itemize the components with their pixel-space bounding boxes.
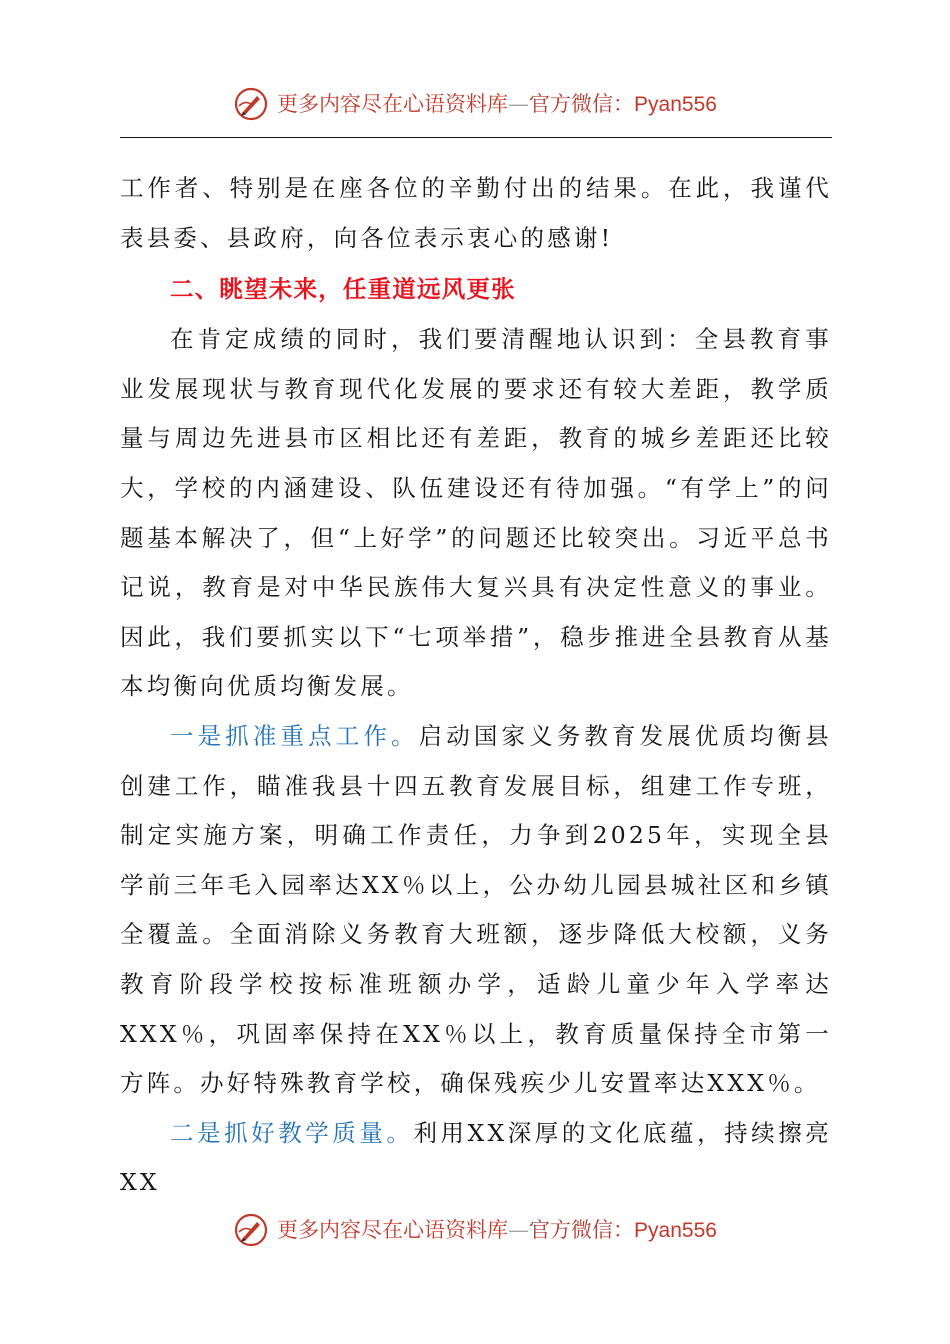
footer-brand: 更多内容尽在心语资料库 — [277, 1217, 509, 1242]
footer-wechat-id: Pyan556 — [634, 1218, 717, 1242]
measure-1-text: 启动国家义务教育发展优质均衡县创建工作，瞄准我县十四五教育发展目标，组建工作专班，制定实施方案，明确工作责任，力争到2025年，实现全县学前三年毛入园率达XX％以上，公办幼儿园县城社区和乡镇全覆盖。全面消除义务教育大班额，逐步降低大校额，义务教育阶段学校按标准班额办学，适龄儿童少年入学率达XXX％，巩固率保持在XX％以上，教育质量保持全市第一方阵。办好特殊教育学校，确保残疾少儿安置率达XXX％。 — [120, 721, 832, 1098]
document-body — [120, 164, 832, 1208]
footer-wechat-label: 官方微信： — [529, 1217, 635, 1242]
pen-logo-icon — [233, 1212, 269, 1248]
footer-separator: — — [508, 1217, 530, 1242]
paragraph-measure-1 — [120, 712, 832, 1109]
paragraph-measure-2 — [120, 1109, 832, 1208]
paragraph-challenges: 在肯定成绩的同时，我们要清醒地认识到：全县教育事业发展现状与教育现代化发展的要求还有较大差距，教学质量与周边先进县市区相比还有差距，教育的城乡差距还比较大，学校的内涵建设、队伍建设还有待加强。“有学上”的问题基本解决了，但“上好学”的问题还比较突出。习近平总书记说，教育是对中华民族伟大复兴具有决定性意义的事业。因此，我们要抓实以下“七项举措”，稳步推进全县教育从基本均衡向优质均衡发展。 — [120, 325, 832, 701]
measure-2-lead: 二是抓好教学质量。 — [170, 1118, 414, 1147]
header-brand: 更多内容尽在心语资料库 — [277, 91, 509, 116]
header-separator: — — [508, 91, 530, 116]
header-divider — [120, 137, 832, 138]
section-heading: 二、眺望未来，任重道远风更张 — [170, 275, 516, 304]
measure-2-text: 利用XX深厚的文化底蕴，持续擦亮XX — [120, 1118, 832, 1197]
header-banner-text — [277, 91, 717, 116]
paragraph-continuation: 工作者、特别是在座各位的辛勤付出的结果。在此，我谨代表县委、县政府，向各位表示衷心的感谢! — [120, 174, 832, 252]
header-wechat-id: Pyan556 — [634, 92, 717, 116]
header-wechat-label: 官方微信： — [529, 91, 635, 116]
header-banner — [0, 82, 950, 126]
pen-logo-icon — [233, 86, 269, 122]
footer-banner — [0, 1208, 950, 1252]
footer-banner-text — [277, 1217, 717, 1242]
measure-1-lead: 一是抓准重点工作。 — [170, 721, 419, 750]
